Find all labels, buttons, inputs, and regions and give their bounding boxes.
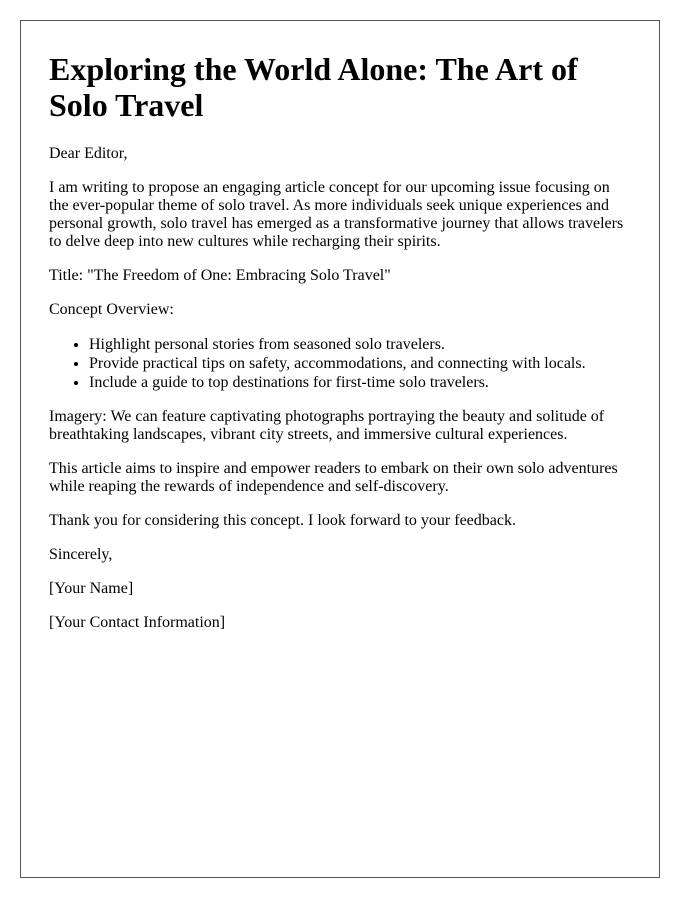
thanks-paragraph: Thank you for considering this concept. I look forward to your feedback. [49,512,516,529]
letter-title: Exploring the World Alone: The Art of Solo Travel [49,51,578,123]
concept-list-item: • Highlight personal stories from seasoned solo travelers. [89,335,631,354]
letter-page [20,20,660,878]
concept-list [49,335,631,392]
concept-list-item: • Include a guide to top destinations for first-time solo travelers. [89,373,631,392]
article-title-line: Title: "The Freedom of One: Embracing Solo Travel" [49,267,391,284]
concept-heading: Concept Overview: [49,301,174,318]
concept-list-item: • Provide practical tips on safety, accommodations, and connecting with locals. [89,354,631,373]
signature-name: [Your Name] [49,580,134,597]
imagery-paragraph: Imagery: We can feature captivating photographs portraying the beauty and solitude of breathtaking landscapes, vibrant city streets, and immersive cultural experiences. [49,408,605,443]
signature-contact: [Your Contact Information] [49,614,226,631]
intro-paragraph: I am writing to propose an engaging article concept for our upcoming issue focusing on the ever-popular theme of solo travel. As more individuals seek unique experiences and personal growth, solo travel has emerged as a transformative journey that allows travelers to delve deep into new cultures while recharging their spirits. [49,179,624,250]
aim-paragraph: This article aims to inspire and empower readers to embark on their own solo adventures while reaping the rewards of independence and self-discovery. [49,460,618,495]
salutation: Dear Editor, [49,145,128,162]
closing: Sincerely, [49,546,113,563]
